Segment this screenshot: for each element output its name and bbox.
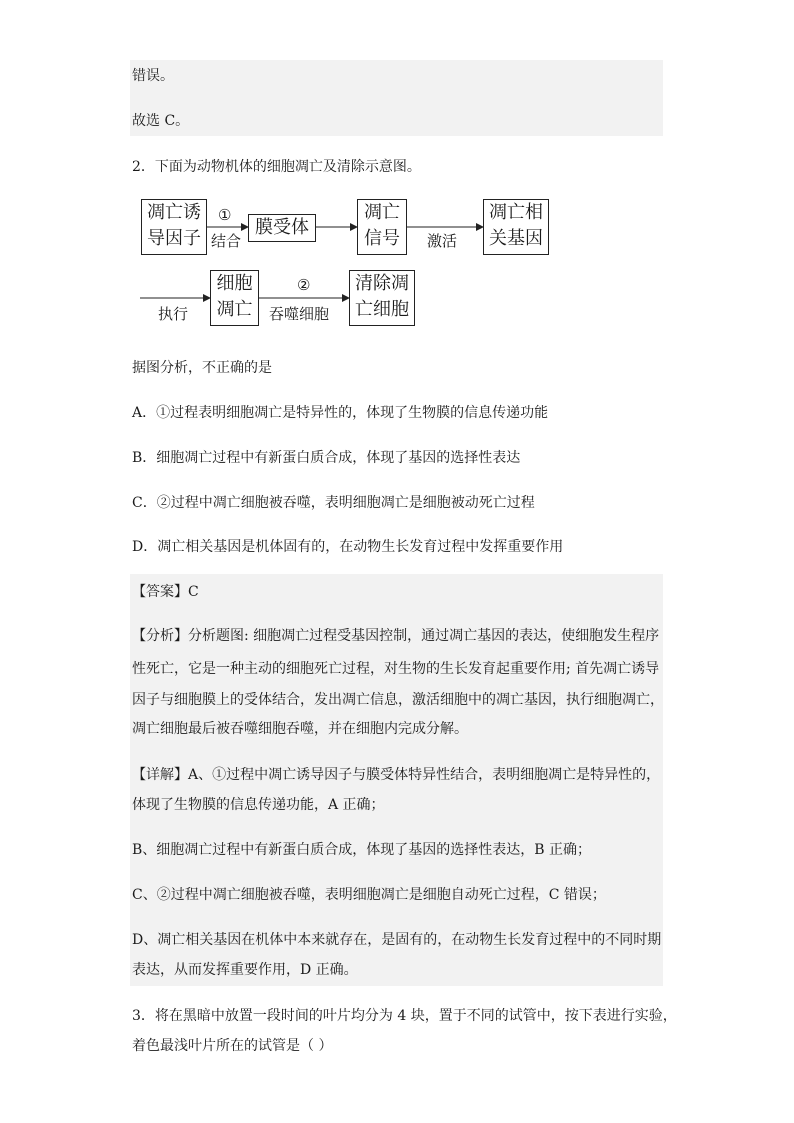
box-line: 清除凋	[355, 273, 409, 294]
analysis-line: 【分析】分析题图: 细胞凋亡过程受基因控制，通过凋亡基因的表达，使细胞发生程序	[132, 628, 660, 644]
option-b: B．细胞凋亡过程中有新蛋白质合成，体现了基因的选择性表达	[132, 450, 521, 466]
label-step-1: ①	[218, 206, 232, 224]
answer: 【答案】C	[132, 584, 199, 600]
box-line: 凋亡	[364, 202, 400, 223]
box-line: 凋亡相	[489, 202, 543, 223]
box-apoptosis-signal	[357, 199, 407, 255]
box-cell-apoptosis	[210, 270, 259, 326]
box-membrane-receptor	[248, 214, 316, 242]
box-line: 关基因	[489, 228, 543, 249]
label-step-2: ②	[297, 276, 311, 294]
q3-stem-line: 着色最浅叶片所在的试管是（ ）	[132, 1038, 333, 1054]
box-line: 细胞	[216, 273, 253, 294]
prev-continuation: 错误。	[132, 68, 174, 84]
analysis-line: 因子与细胞膜上的受体结合，发出凋亡信息，激活细胞中的凋亡基因，执行细胞凋亡，	[132, 692, 664, 708]
analysis-line: 性死亡，它是一种主动的细胞死亡过程，对生物的生长发育起重要作用; 首先凋亡诱导	[132, 661, 660, 677]
option-c: C．②过程中凋亡细胞被吞噬，表明细胞凋亡是细胞被动死亡过程	[132, 495, 535, 511]
detail-line: D、凋亡相关基因在机体中本来就存在，是固有的，在动物生长发育过程中的不同时期	[132, 932, 662, 948]
box-apoptosis-genes	[483, 199, 549, 255]
detail-line: C、②过程中凋亡细胞被吞噬，表明细胞凋亡是细胞自动死亡过程，C 错误；	[132, 887, 606, 903]
option-d: D．凋亡相关基因是机体固有的，在动物生长发育过程中发挥重要作用	[132, 539, 564, 555]
box-line: 信号	[364, 228, 400, 249]
label-bind: 结合	[211, 232, 242, 250]
option-a: A．①过程表明细胞凋亡是特异性的，体现了生物膜的信息传递功能	[132, 405, 549, 421]
label-execute: 执行	[158, 305, 189, 323]
box-line: 膜受体	[255, 217, 309, 238]
box-line: 凋亡诱	[147, 202, 201, 223]
detail-line: 表达，从而发挥重要作用，D 正确。	[132, 962, 358, 978]
prev-solution-shade	[130, 60, 663, 136]
prev-choice: 故选 C。	[132, 113, 190, 129]
box-clear-apoptotic-cells	[349, 270, 415, 326]
q3-stem-line: 3．将在黑暗中放置一段时间的叶片均分为 4 块，置于不同的试管中，按下表进行实验，	[132, 1008, 677, 1024]
detail-line: 体现了生物膜的信息传递功能，A 正确；	[132, 797, 385, 813]
detail-line: 【详解】A、①过程中凋亡诱导因子与膜受体特异性结合，表明细胞凋亡是特异性的，	[132, 767, 661, 783]
q2-prompt: 据图分析，不正确的是	[132, 360, 272, 376]
detail-line: B、细胞凋亡过程中有新蛋白质合成，体现了基因的选择性表达，B 正确；	[132, 842, 592, 858]
box-line: 亡细胞	[355, 299, 409, 320]
analysis-line: 凋亡细胞最后被吞噬细胞吞噬，并在细胞内完成分解。	[132, 721, 468, 737]
label-engulf: 吞噬细胞	[269, 305, 330, 323]
box-line: 导因子	[147, 228, 201, 249]
box-apoptosis-inducer	[141, 199, 207, 255]
box-line: 凋亡	[216, 299, 253, 320]
label-activate: 激活	[427, 232, 458, 250]
q2-stem: 2．下面为动物机体的细胞凋亡及清除示意图。	[132, 159, 421, 175]
